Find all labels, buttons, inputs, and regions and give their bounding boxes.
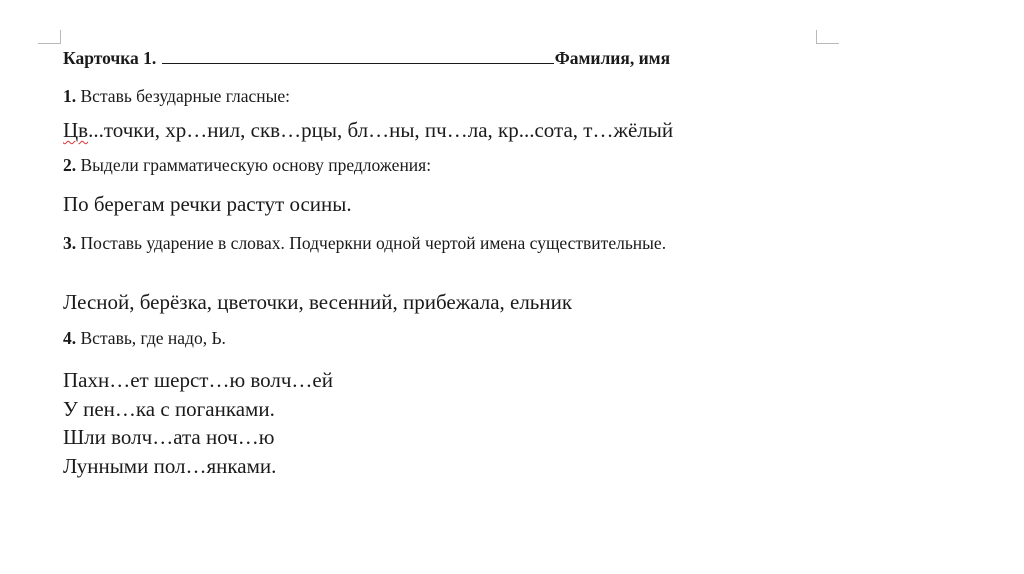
name-blank-line — [162, 49, 554, 64]
task-3-instruction — [63, 231, 763, 256]
task-text: Поставь ударение в словах. Подчеркни одной чертой имена существительные. — [76, 233, 667, 253]
poem-line: Пахн…ет шерст…ю волч…ей — [63, 368, 333, 392]
card-title: Карточка 1. — [63, 48, 157, 68]
task-text: Выдели грамматическую основу предложения: — [76, 155, 432, 175]
poem-line: Шли волч…ата ноч…ю — [63, 425, 275, 449]
crop-mark-top-right — [817, 43, 839, 44]
name-label: Фамилия, имя — [554, 48, 671, 68]
task-number: 2. — [63, 155, 77, 175]
crop-mark-top-left — [60, 30, 61, 44]
task-4-instruction — [63, 328, 226, 349]
poem-line: У пен…ка с поганками. — [63, 396, 275, 421]
card-header — [63, 48, 670, 69]
task-number: 1. — [63, 86, 77, 106]
task-4-poem — [63, 366, 333, 480]
task-number: 4. — [63, 328, 77, 348]
task-1-content — [63, 118, 673, 143]
poem-line: Лунными пол…янками. — [63, 453, 277, 478]
task-1-instruction — [63, 86, 290, 107]
task-2-instruction — [63, 155, 431, 176]
task-content-text: ...точки, хр…нил, скв…рцы, бл…ны, пч…ла, кр...сота, т…жёлый — [88, 118, 674, 142]
crop-mark-top-left — [38, 43, 60, 44]
task-2-content: По берегам речки растут осины. — [63, 192, 352, 216]
spellcheck-flagged-word: Цв — [63, 118, 89, 142]
task-3-content: Лесной, берёзка, цветочки, весенний, прибежала, ельник — [63, 290, 573, 314]
task-text: Вставь безударные гласные: — [76, 86, 291, 106]
task-text: Вставь, где надо, Ь. — [76, 328, 226, 348]
crop-mark-top-right — [816, 30, 817, 44]
task-number: 3. — [63, 233, 77, 253]
